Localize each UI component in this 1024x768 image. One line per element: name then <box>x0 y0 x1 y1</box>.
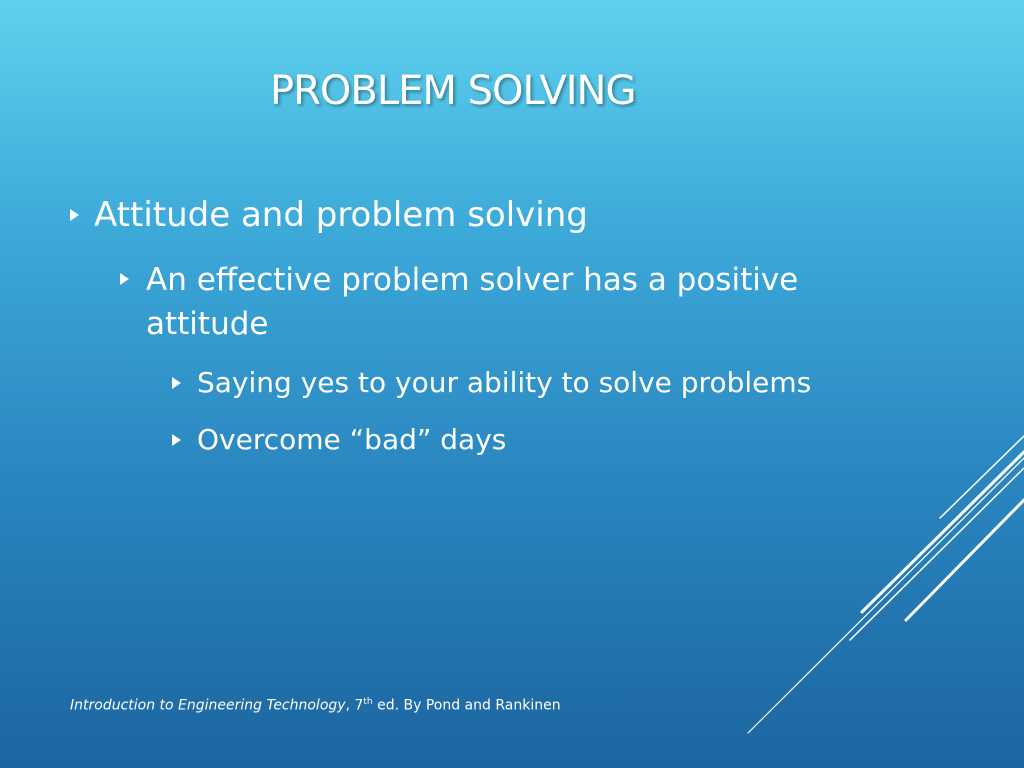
deco-line-3 <box>850 468 1024 640</box>
footer-separator: , <box>345 697 355 714</box>
deco-line-1 <box>940 436 1024 518</box>
footer-rest: ed. By Pond and Rankinen <box>372 697 561 714</box>
bullet-level3-text: Saying yes to your ability to solve problems <box>197 366 812 399</box>
deco-line-5 <box>748 458 1024 733</box>
footer-edition-suffix: th <box>363 697 373 707</box>
footer-edition-number: 7 <box>354 697 364 714</box>
bullet-level3-text: Overcome “bad” days <box>197 423 507 456</box>
bullet-level2-text: An effective problem solver has a positive attitude <box>146 262 799 342</box>
deco-line-4 <box>906 500 1024 620</box>
deco-line-2 <box>862 452 1024 612</box>
footer-book-title: Introduction to Engineering Technology <box>70 697 346 714</box>
slide-title: PROBLEM SOLVING <box>270 68 636 114</box>
bullet-level1-text: Attitude and problem solving <box>94 195 588 235</box>
